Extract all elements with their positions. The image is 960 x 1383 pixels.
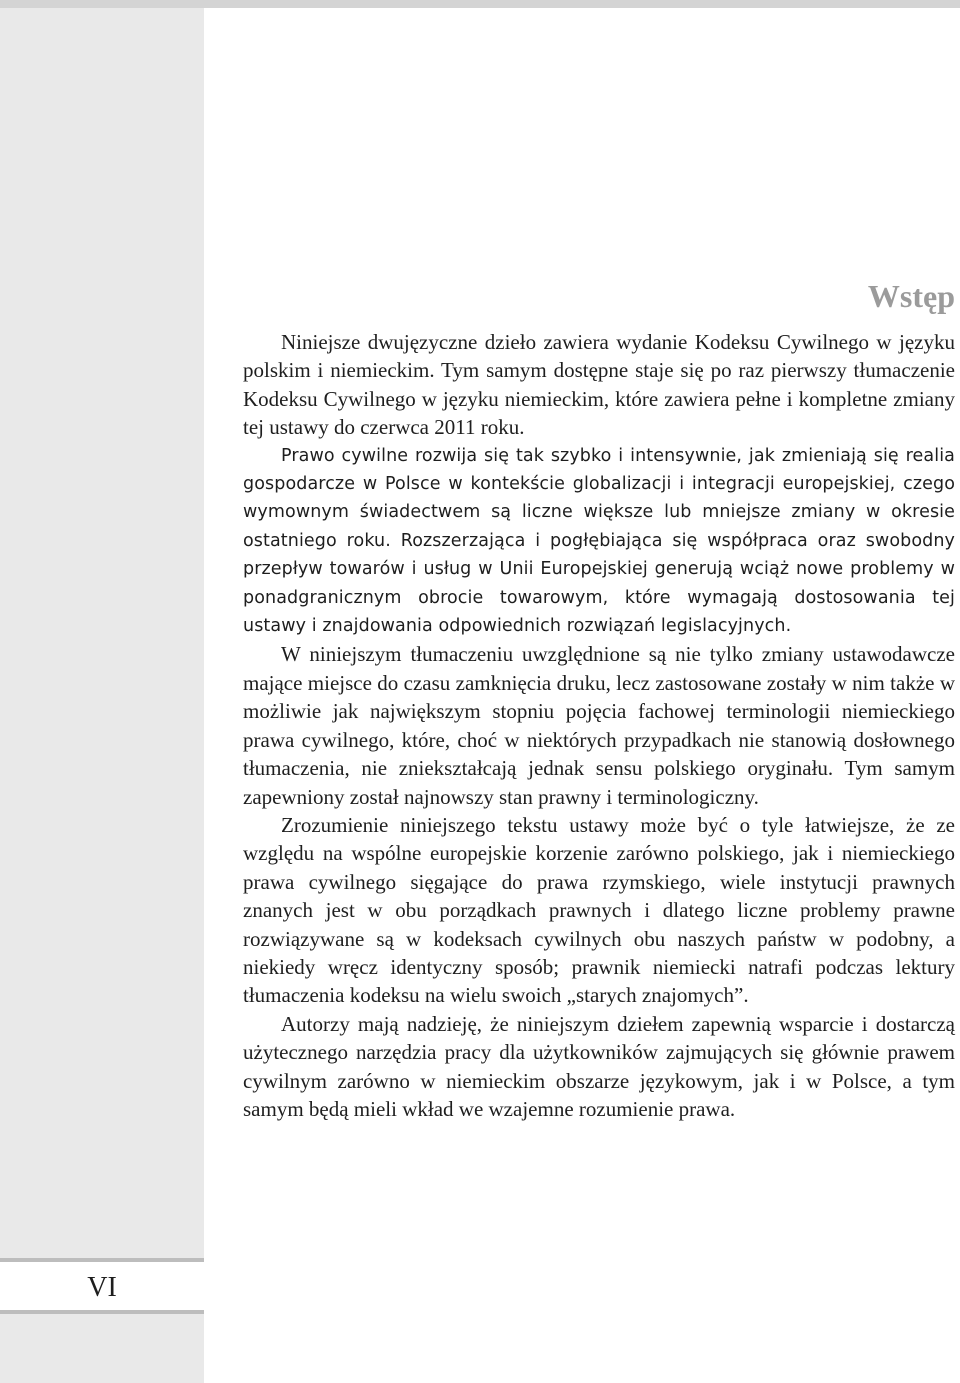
paragraph-authors: Autorzy mają nadzieję, że niniejszym dziełem zapewnią wsparcie i dostarczą użytecznego narzędzia pracy dla użytkowników zajmujących się głównie prawem cywilnym zarówno w niemieckim obszarze językowym, jak i w Polsce, a tym samym będą mieli wkład we wzajemne rozumienie prawa. <box>243 1011 955 1121</box>
paragraph-civil-law: Prawo cywilne rozwija się tak szybko i intensywnie, jak zmieniają się realia gospodarcze w Polsce w kontekście globalizacji i integracji europejskiej, czego wymownym świadectwem są liczne większe lub mniejsze zmiany w okresie ostatniego roku. Rozszerzająca i pogłębiająca się współpraca oraz swobodny przepływ towarów i usług w Unii Europejskiej generują wciąż nowe problemy w ponadgranicznym obrocie towarowym, które wymagają dostosowania tej ustawy i znajdowania odpowiednich rozwiązań legislacyjnych. <box>243 445 955 637</box>
left-margin-band <box>0 8 204 1383</box>
page-number: VI <box>87 1272 117 1303</box>
page-title: Wstęp <box>867 278 955 314</box>
page-number-box <box>0 1258 204 1314</box>
paragraph-translation: W niniejszym tłumaczeniu uwzględnione są nie tylko zmiany ustawodawcze mające miejsce do czasu zamknięcia druku, lecz zastosowane zostały w nim także w możliwie jak największym stopniu pojęcia fachowej terminologii niemieckiego prawa cywilnego, które, choć w niektórych przypadkach nie stanowią dosłownego tłumaczenia, nie zniekształcają jednak sensu polskiego oryginału. Tym samym zapewniony został najnowszy stan prawny i terminologiczny. <box>243 642 955 809</box>
top-rule <box>0 0 960 8</box>
paragraph-understanding: Zrozumienie niniejszego tekstu ustawy może być o tyle łatwiejsze, że ze względu na wspólne europejskie korzenie zarówno polskiego, jak i niemieckiego prawa cywilnego sięgające do prawa rzymskiego, wiele instytucji prawnych znanych jest w obu porządkach prawnych i dlatego liczne problemy prawne rozwiązywane są w kodeksach cywilnych obu naszych państw w podobny, a niekiedy wręcz identyczny sposób; prawnik niemiecki natrafi podczas lektury tłumaczenia kodeksu na wielu swoich „starych znajomych”. <box>243 812 955 1008</box>
paragraph-intro: Niniejsze dwujęzyczne dzieło zawiera wydanie Kodeksu Cywilnego w języku polskim i niemieckim. Tym samym dostępne staje się po raz pierwszy tłumaczenie Kodeksu Cywilnego w języku niemieckim, które zawiera pełne i kompletne zmiany tej ustawy do czerwca 2011 roku. <box>243 330 955 440</box>
main-content <box>243 274 955 1123</box>
